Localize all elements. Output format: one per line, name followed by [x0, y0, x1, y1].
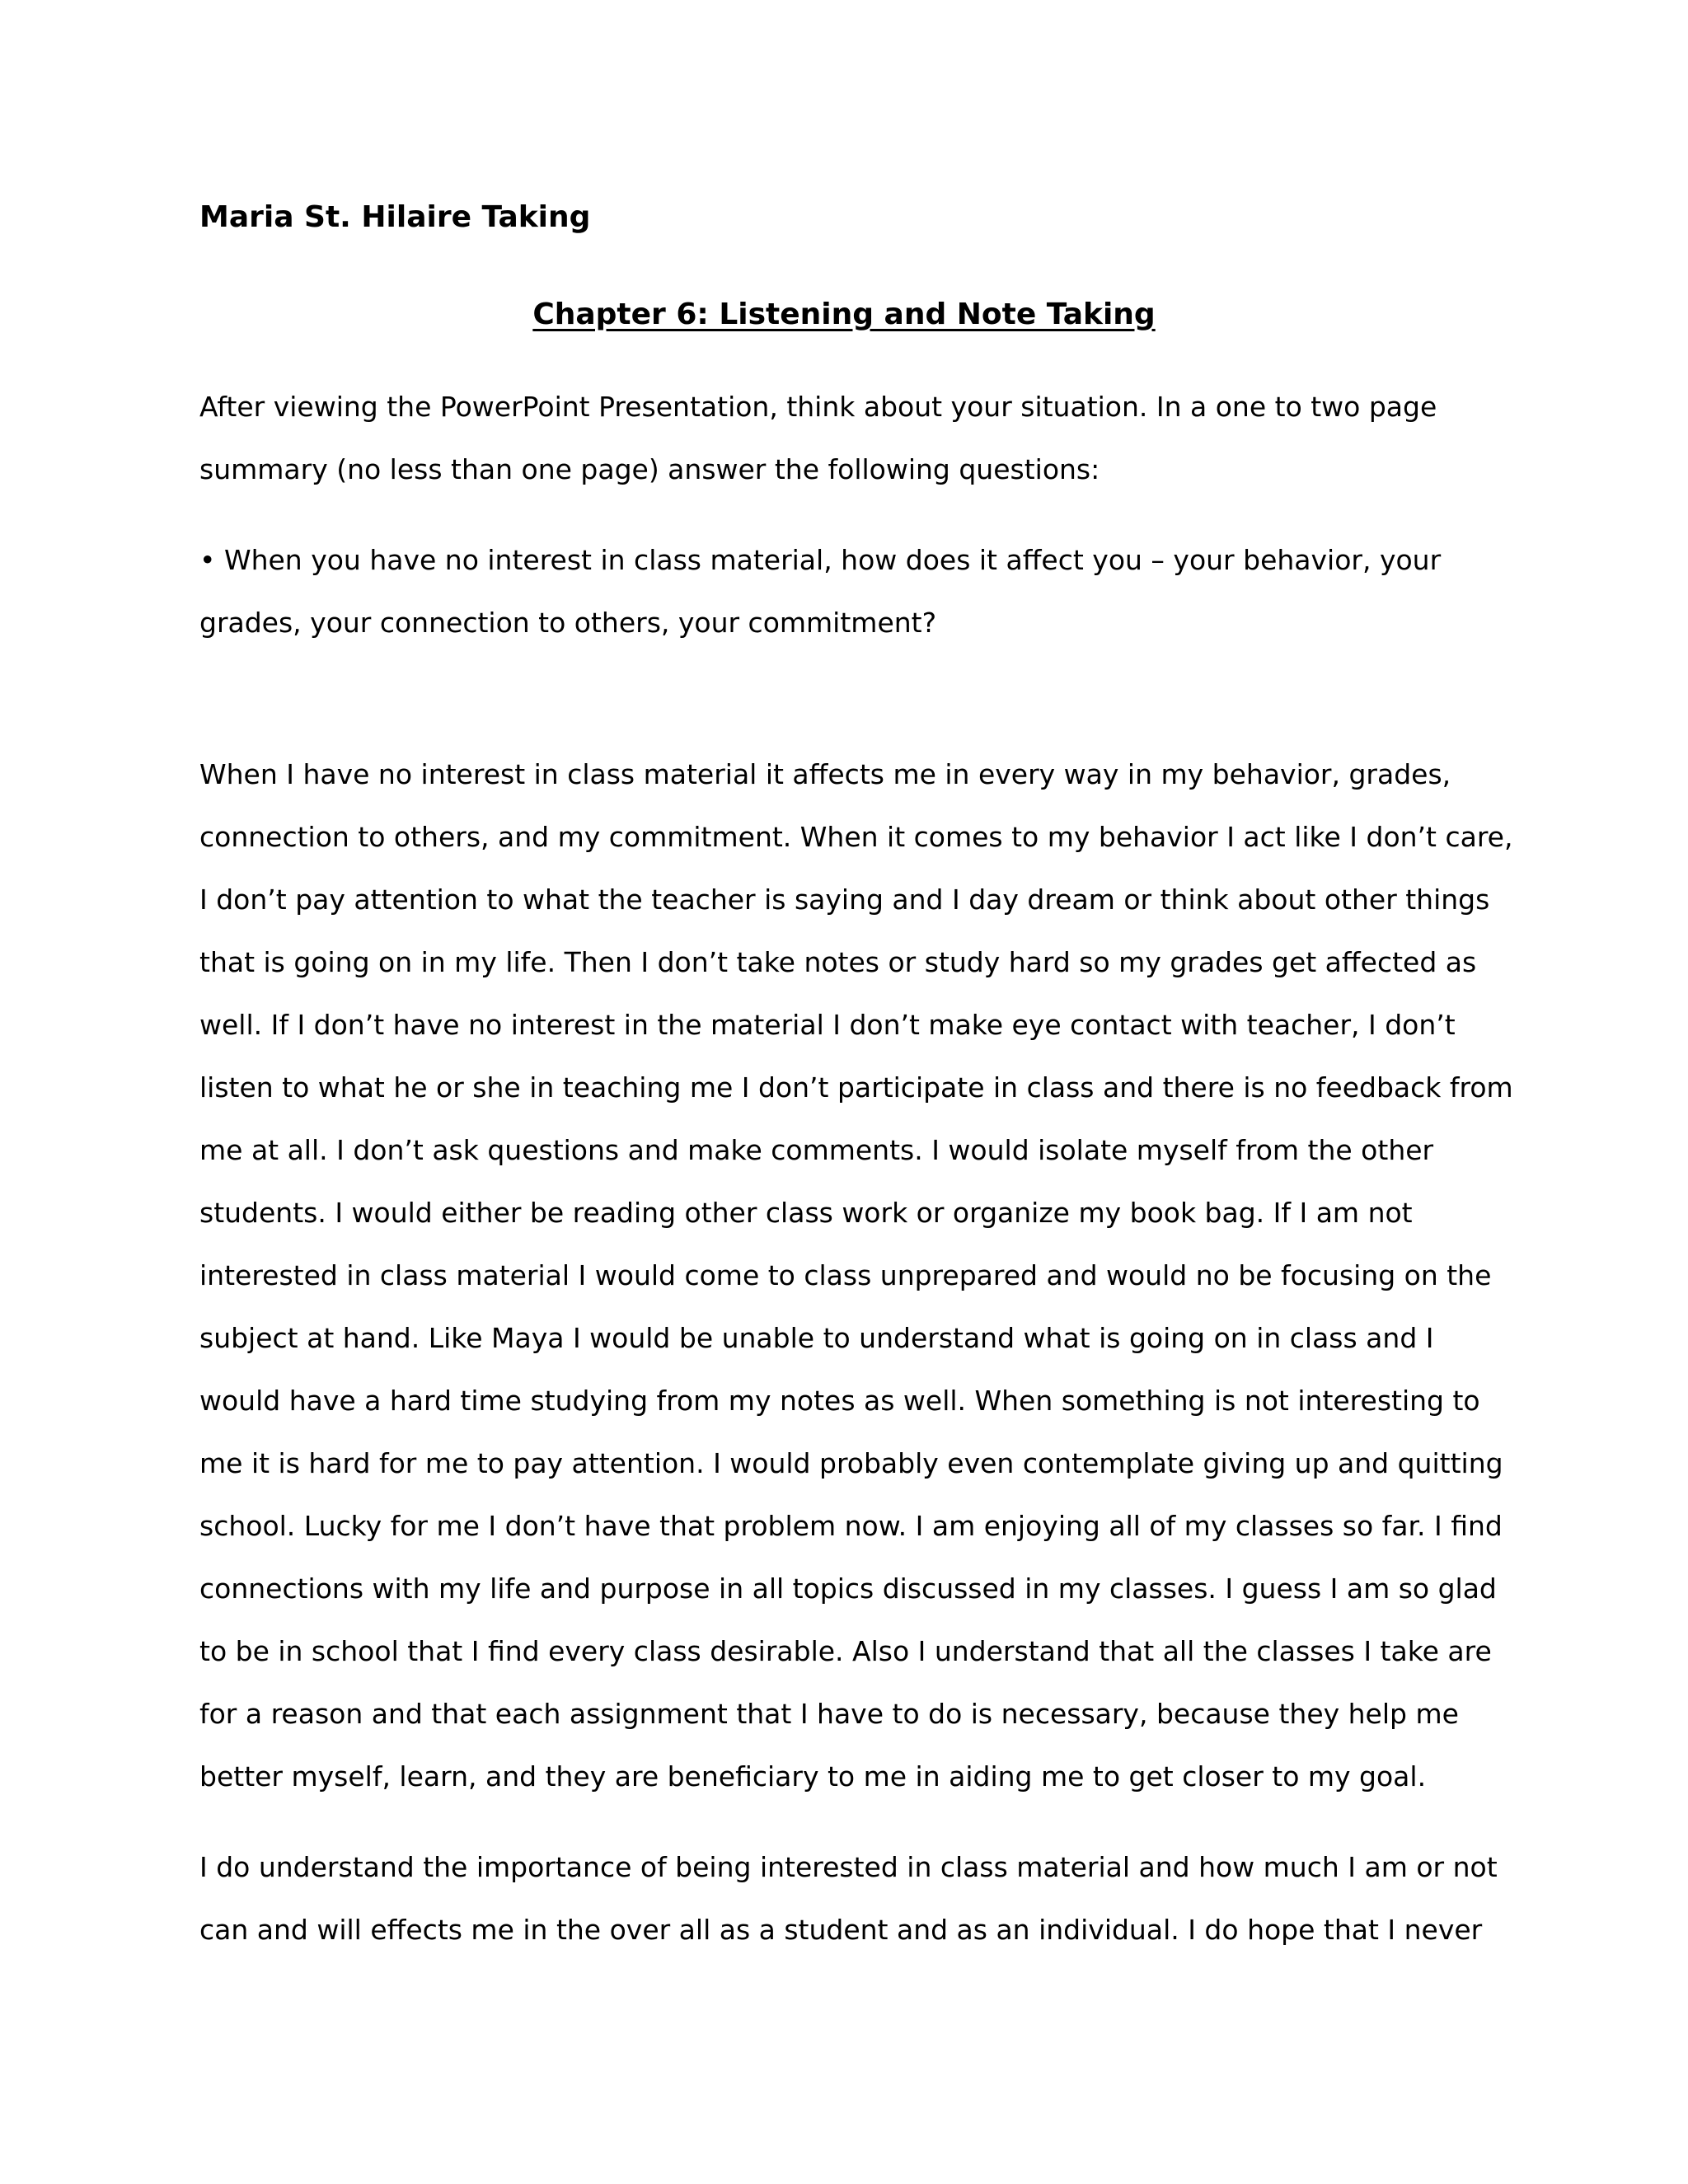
answer-line: for a reason and that each assignment that I have to do is necessary, because they help me [199, 1698, 1459, 1730]
author-line: Maria St. Hilaire Taking [199, 200, 591, 234]
chapter-title: Chapter 6: Listening and Note Taking [532, 298, 1156, 331]
answer-line: interested in class material I would come to class unprepared and would no be focusing on the [199, 1259, 1492, 1291]
answer-line: would have a hard time studying from my notes as well. When something is not interesting to [199, 1385, 1480, 1417]
question-line: grades, your connection to others, your commitment? [199, 607, 937, 639]
answer-line: I don’t pay attention to what the teacher is saying and I day dream or think about other things [199, 883, 1490, 916]
answer-line: me it is hard for me to pay attention. I would probably even contemplate giving up and quitting [199, 1447, 1503, 1479]
answer-line: connections with my life and purpose in all topics discussed in my classes. I guess I am so glad [199, 1572, 1497, 1605]
answer-line: me at all. I don’t ask questions and make comments. I would isolate myself from the other [199, 1134, 1434, 1166]
instructions-line: After viewing the PowerPoint Presentation, think about your situation. In a one to two page [199, 391, 1437, 423]
answer-line: can and will effects me in the over all as a student and as an individual. I do hope that I never [199, 1914, 1483, 1946]
answer-line: that is going on in my life. Then I don’t take notes or study hard so my grades get affected as [199, 946, 1477, 978]
answer-line: school. Lucky for me I don’t have that problem now. I am enjoying all of my classes so far. I find [199, 1510, 1503, 1542]
answer-line: better myself, learn, and they are beneficiary to me in aiding me to get closer to my goal. [199, 1760, 1427, 1793]
answer-line: When I have no interest in class material it affects me in every way in my behavior, grades, [199, 758, 1451, 790]
answer-line: connection to others, and my commitment. When it comes to my behavior I act like I don’t care, [199, 821, 1513, 853]
question-line: • When you have no interest in class material, how does it affect you – your behavior, your [199, 544, 1442, 576]
instructions-line: summary (no less than one page) answer the following questions: [199, 453, 1100, 485]
answer-line: to be in school that I find every class desirable. Also I understand that all the classes I take are [199, 1635, 1492, 1667]
answer-line: I do understand the importance of being interested in class material and how much I am or not [199, 1851, 1498, 1883]
answer-line: subject at hand. Like Maya I would be unable to understand what is going on in class and I [199, 1322, 1434, 1354]
answer-line: well. If I don’t have no interest in the material I don’t make eye contact with teacher, I don’t [199, 1009, 1456, 1041]
answer-line: students. I would either be reading other class work or organize my book bag. If I am not [199, 1197, 1413, 1229]
answer-line: listen to what he or she in teaching me I don’t participate in class and there is no feedback from [199, 1071, 1513, 1104]
